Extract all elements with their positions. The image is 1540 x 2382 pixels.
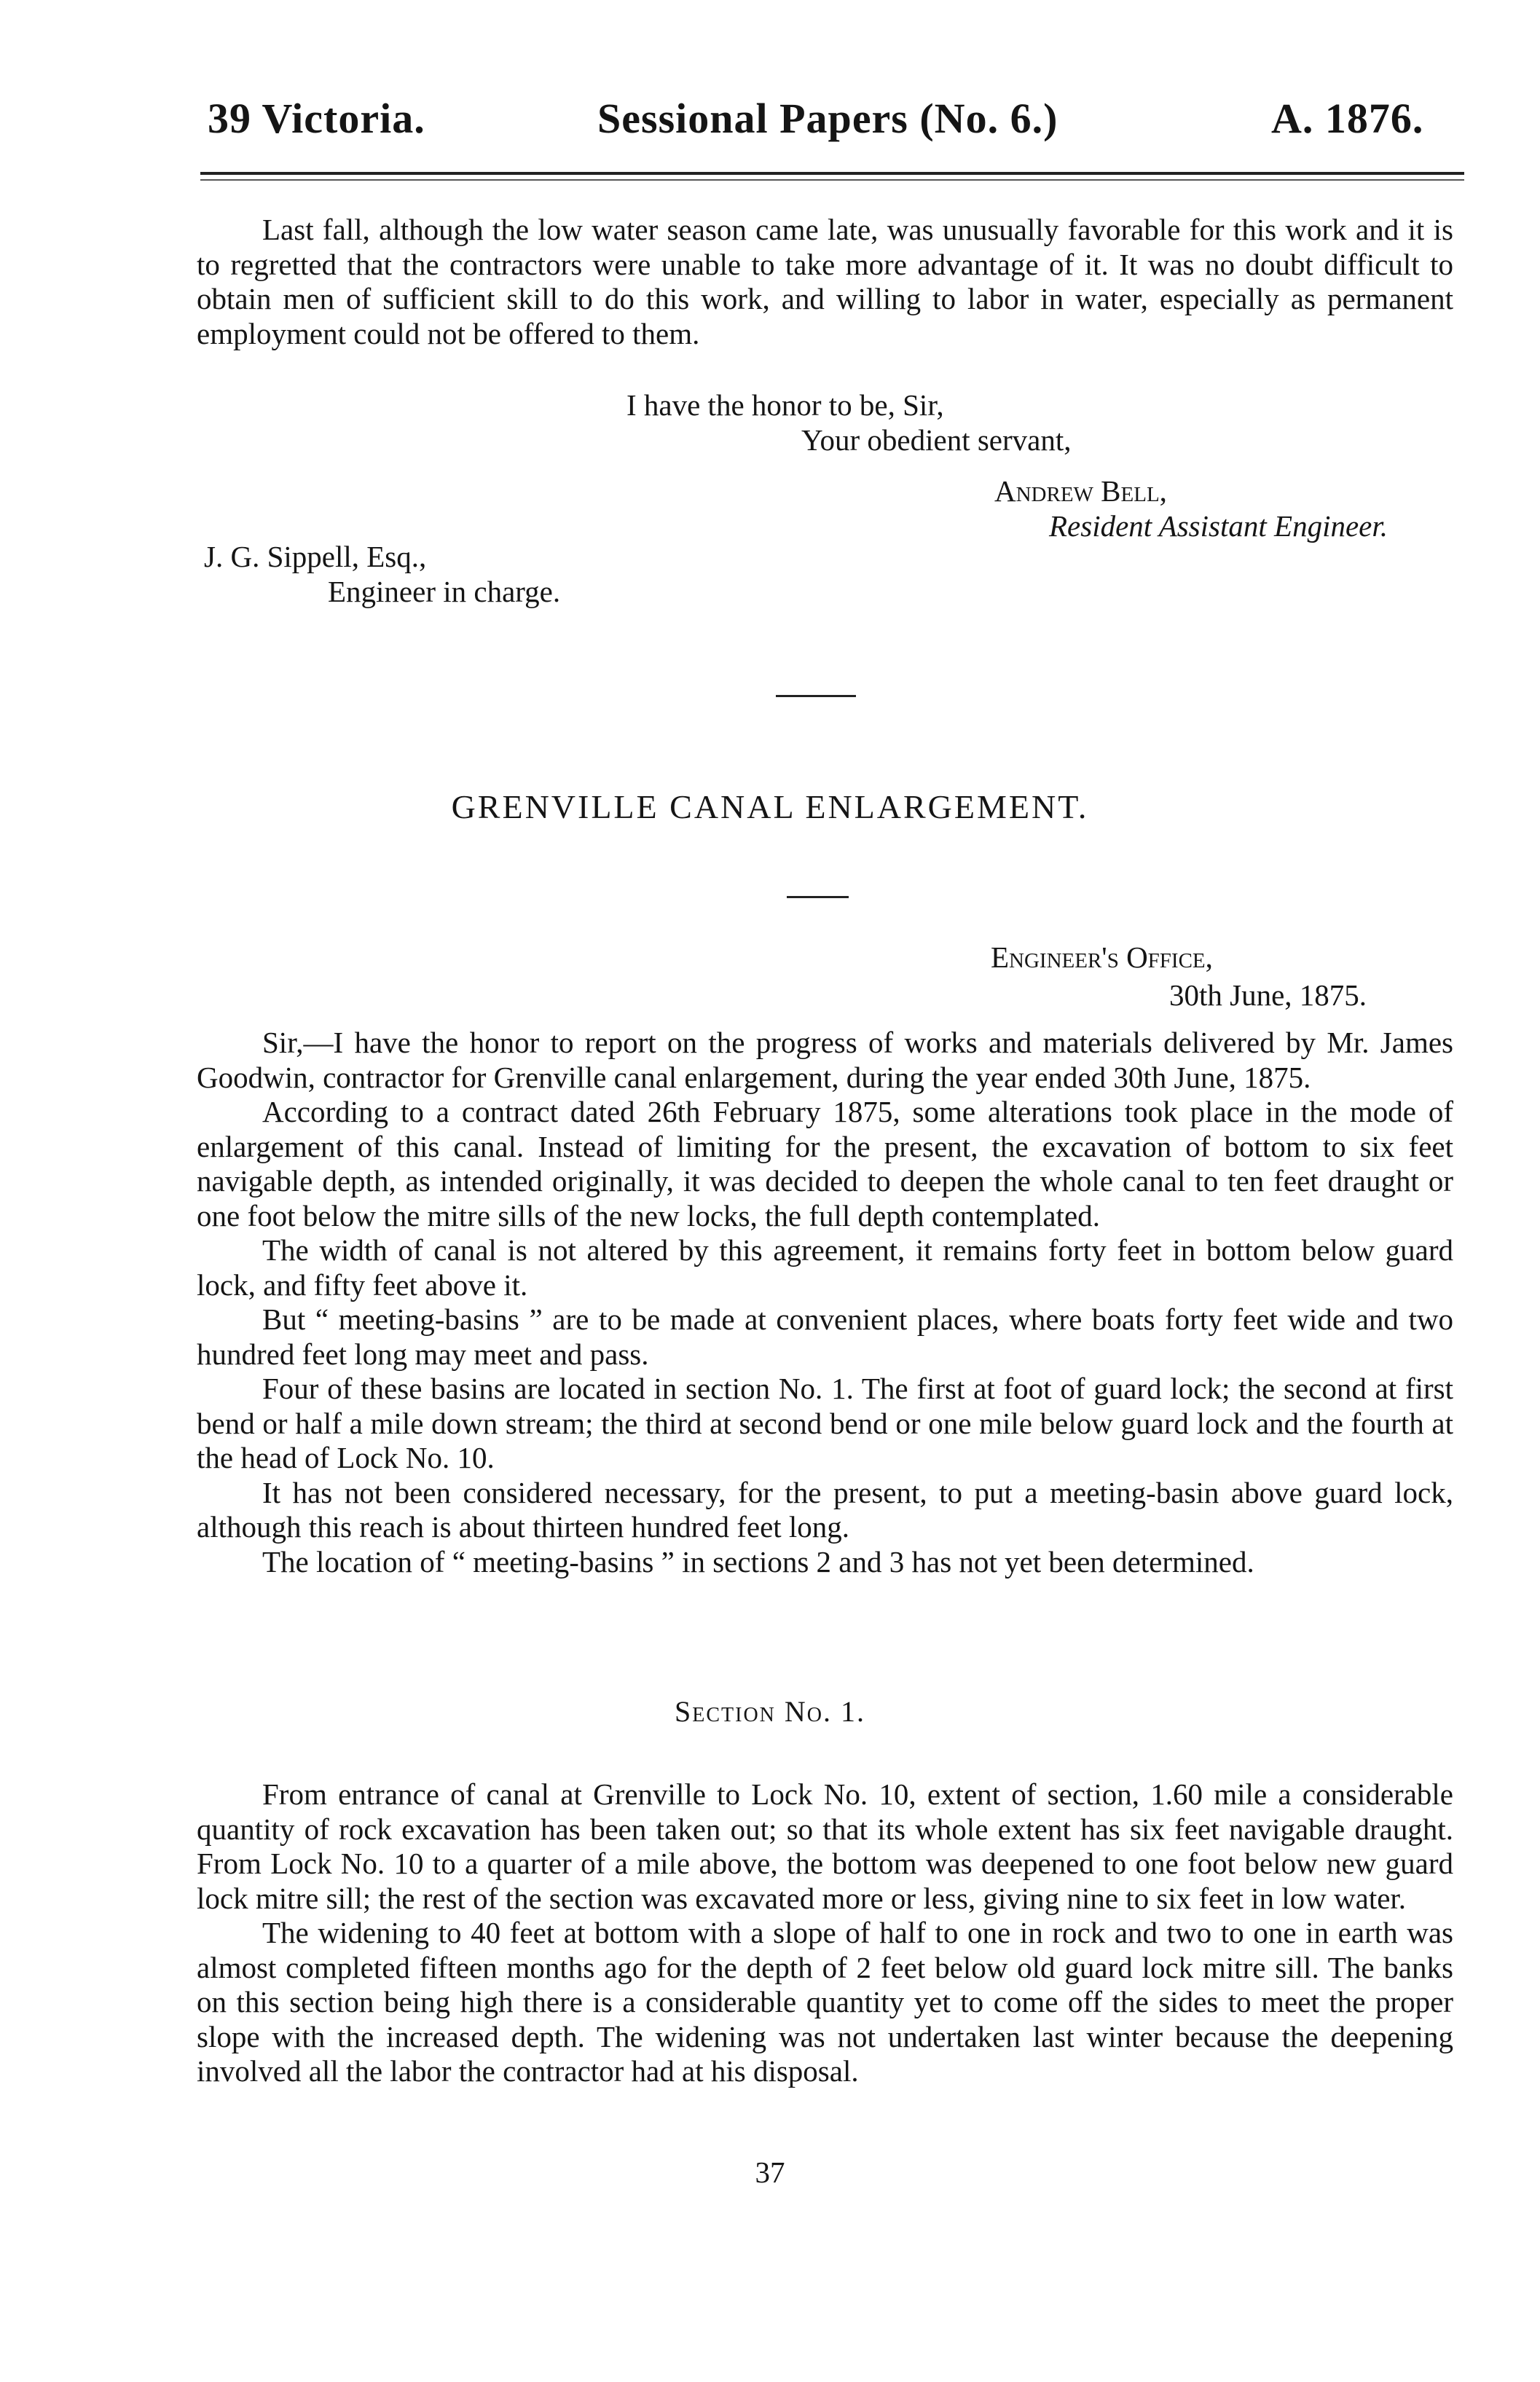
- header-rule-thick: [200, 172, 1464, 175]
- report-paragraph: According to a contract dated 26th February 1875, some alterations took place in the mode of enlargement of this canal. Instead of limiting for the present, the excavation of bottom to six feet navigable depth, as intended originally, it was decided to deepen the whole canal to ten feet draught or one foot below the mitre sills of the new locks, the full depth contemplated.: [197, 1095, 1453, 1233]
- letter1-paragraph: Last fall, although the low water season came late, was unusually favorable for this work and it is to regretted that the contractors were unable to take more advantage of it. It was no doubt difficult to obtain men of sufficient skill to do this work, and willing to labor in water, especially as permanent employment could not be offered to them.: [197, 213, 1453, 350]
- addressee-name: J. G. Sippell, Esq.,: [204, 540, 427, 573]
- office-line: Engineer's Office,: [991, 940, 1213, 974]
- report-paragraph: The width of canal is not altered by this agreement, it remains forty feet in bottom below guard lock, and fifty feet above it.: [197, 1233, 1453, 1302]
- section-title: GRENVILLE CANAL ENLARGEMENT.: [451, 788, 1089, 825]
- section-no-1-heading: Section No. 1.: [674, 1695, 865, 1728]
- signer-name: Andrew Bell,: [994, 474, 1167, 508]
- report-paragraph: Sir,—I have the honor to report on the progress of works and materials delivered by Mr. James Goodwin, contractor for Grenville canal enlargement, during the year ended 30th June, 1875.: [197, 1026, 1453, 1094]
- section-paragraph: From entrance of canal at Grenville to Lock No. 10, extent of section, 1.60 mile a considerable quantity of rock excavation has been taken out; so that its whole extent has six feet navigable draught. From Lock No. 10 to a quarter of a mile above, the bottom was deepened to one foot below new guard lock mitre sill; the rest of the section was excavated more or less, giving nine to six feet in low water.: [197, 1777, 1453, 1915]
- report-paragraph: It has not been considered necessary, for the present, to put a meeting-basin above guard lock, although this reach is about thirteen hundred feet long.: [197, 1475, 1453, 1544]
- running-head-year: A. 1876.: [1271, 95, 1424, 142]
- running-head-volume: 39 Victoria.: [208, 95, 425, 142]
- closing-servant: Your obedient servant,: [801, 423, 1072, 457]
- section-no-1-body: [197, 1777, 1453, 2089]
- report-paragraph: Four of these basins are located in section No. 1. The first at foot of guard lock; the second at first bend or half a mile down stream; the third at second bend or one mile below guard lock and the fourth at the head of Lock No. 10.: [197, 1372, 1453, 1474]
- closing-salutation: I have the honor to be, Sir,: [626, 388, 944, 422]
- report-body: [197, 1026, 1453, 1579]
- signer-title: Resident Assistant Engineer.: [1049, 509, 1388, 543]
- report-paragraph: The location of “ meeting-basins ” in sections 2 and 3 has not yet been determined.: [262, 1544, 1254, 1579]
- addressee-title: Engineer in charge.: [328, 575, 561, 608]
- title-divider: [787, 896, 849, 898]
- page-number: 37: [755, 2155, 785, 2189]
- section-divider: [776, 695, 856, 697]
- report-paragraph: But “ meeting-basins ” are to be made at convenient places, where boats forty feet wide and two hundred feet long may meet and pass.: [197, 1302, 1453, 1371]
- running-head-title: Sessional Papers (No. 6.): [597, 95, 1058, 142]
- section-paragraph: The widening to 40 feet at bottom with a slope of half to one in rock and two to one in earth was almost completed fifteen months ago for the depth of 2 feet below old guard lock mitre sill. The banks on this section being high there is a considerable quantity yet to come off the sides to meet the proper slope with the increased depth. The widening was not undertaken last winter because the deepening involved all the labor the contractor had at his disposal.: [197, 1916, 1453, 2088]
- header-rule-thin: [200, 179, 1464, 181]
- report-date: 30th June, 1875.: [1169, 978, 1367, 1012]
